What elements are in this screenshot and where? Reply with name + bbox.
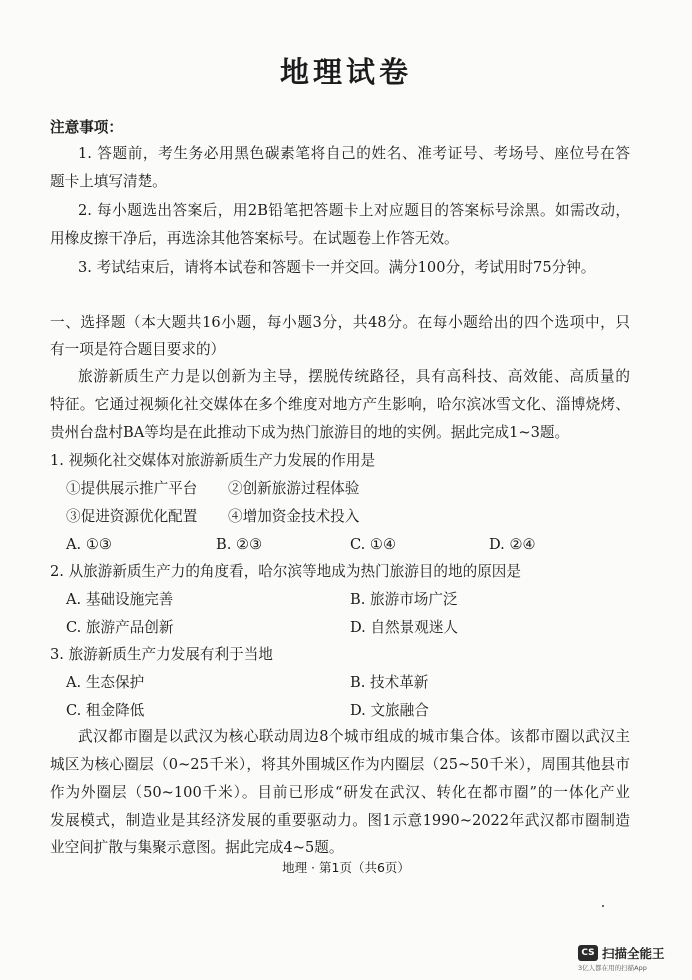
answer-option-c: C. 租金降低 [66, 702, 145, 719]
passage-line: 贵州台盘村BA等均是在此推动下成为热门旅游目的地的实例。据此完成1~3题。 [50, 424, 570, 441]
statement-item: ③促进资源优化配置 [66, 508, 198, 525]
section-heading-cont: 有一项是符合题目要求的） [50, 341, 226, 358]
notice-line: 用橡皮擦干净后，再选涂其他答案标号。在试题卷上作答无效。 [50, 230, 459, 247]
answer-option-a: A. ①③ [66, 536, 112, 553]
answer-option-d: D. 自然景观迷人 [350, 619, 459, 636]
statement-item: ④增加资金技术投入 [228, 508, 360, 525]
answer-option-d: D. 文旅融合 [350, 702, 429, 719]
section-heading: 一、选择题（本大题共16小题，每小题3分，共48分。在每小题给出的四个选项中，只 [50, 314, 630, 331]
notice-line: 2. 每小题选出答案后，用2B铅笔把答题卡上对应题目的答案标号涂黑。如需改动， [78, 202, 630, 219]
page-title: 地理试卷 [279, 55, 412, 89]
passage-line: 业空间扩散与集聚示意图。据此完成4~5题。 [50, 839, 344, 856]
statement-item: ②创新旅游过程体验 [228, 480, 360, 497]
notice-line: 题卡上填写清楚。 [50, 173, 167, 190]
notice-line: 1. 答题前，考生务必用黑色碳素笔将自己的姓名、准考证号、考场号、座位号在答 [78, 145, 630, 162]
question-stem: 1. 视频化社交媒体对旅游新质生产力发展的作用是 [50, 452, 376, 469]
notice-heading: 注意事项： [50, 119, 123, 136]
answer-option-b: B. 技术革新 [350, 674, 429, 691]
passage-line: 旅游新质生产力是以创新为主导，摆脱传统路径，具有高科技、高效能、高质量的 [78, 368, 630, 385]
answer-option-b: B. 旅游市场广泛 [350, 591, 458, 608]
camscanner-logo-icon: CS [578, 945, 598, 961]
notice-line: 3. 考试结束后，请将本试卷和答题卡一并交回。满分100分，考试用时75分钟。 [78, 259, 596, 276]
scanner-watermark [578, 944, 686, 974]
answer-option-d: D. ②④ [489, 536, 536, 553]
answer-option-c: C. 旅游产品创新 [66, 619, 174, 636]
watermark-name: 扫描全能王 [602, 946, 665, 961]
scan-speck [602, 905, 604, 907]
answer-option-a: A. 生态保护 [66, 674, 145, 691]
question-stem: 3. 旅游新质生产力发展有利于当地 [50, 646, 273, 663]
passage-line: 武汉都市圈是以武汉为核心联动周边8个城市组成的城市集合体。该都市圈以武汉主 [78, 728, 630, 745]
answer-option-c: C. ①④ [350, 536, 397, 553]
answer-option-b: B. ②③ [216, 536, 263, 553]
answer-option-a: A. 基础设施完善 [66, 591, 174, 608]
passage-line: 城区为核心圈层（0~25千米），将其外围城区作为内圈层（25~50千米），周围其他县市 [50, 756, 630, 773]
statement-item: ①提供展示推广平台 [66, 480, 198, 497]
passage-line: 作为外圈层（50~100千米）。目前已形成“研发在武汉、转化在都市圈”的一体化产业 [50, 784, 630, 801]
question-stem: 2. 从旅游新质生产力的角度看，哈尔滨等地成为热门旅游目的地的原因是 [50, 563, 521, 580]
watermark-subtitle: 3亿人都在用的扫描App [578, 964, 647, 972]
passage-line: 发展模式，制造业是其经济发展的重要驱动力。图1示意1990~2022年武汉都市圈制造 [50, 812, 630, 829]
page-footer: 地理 · 第1页（共6页） [282, 860, 410, 875]
passage-line: 特征。它通过视频化社交媒体在多个维度对地方产生影响，哈尔滨冰雪文化、淄博烧烤、 [50, 396, 630, 413]
